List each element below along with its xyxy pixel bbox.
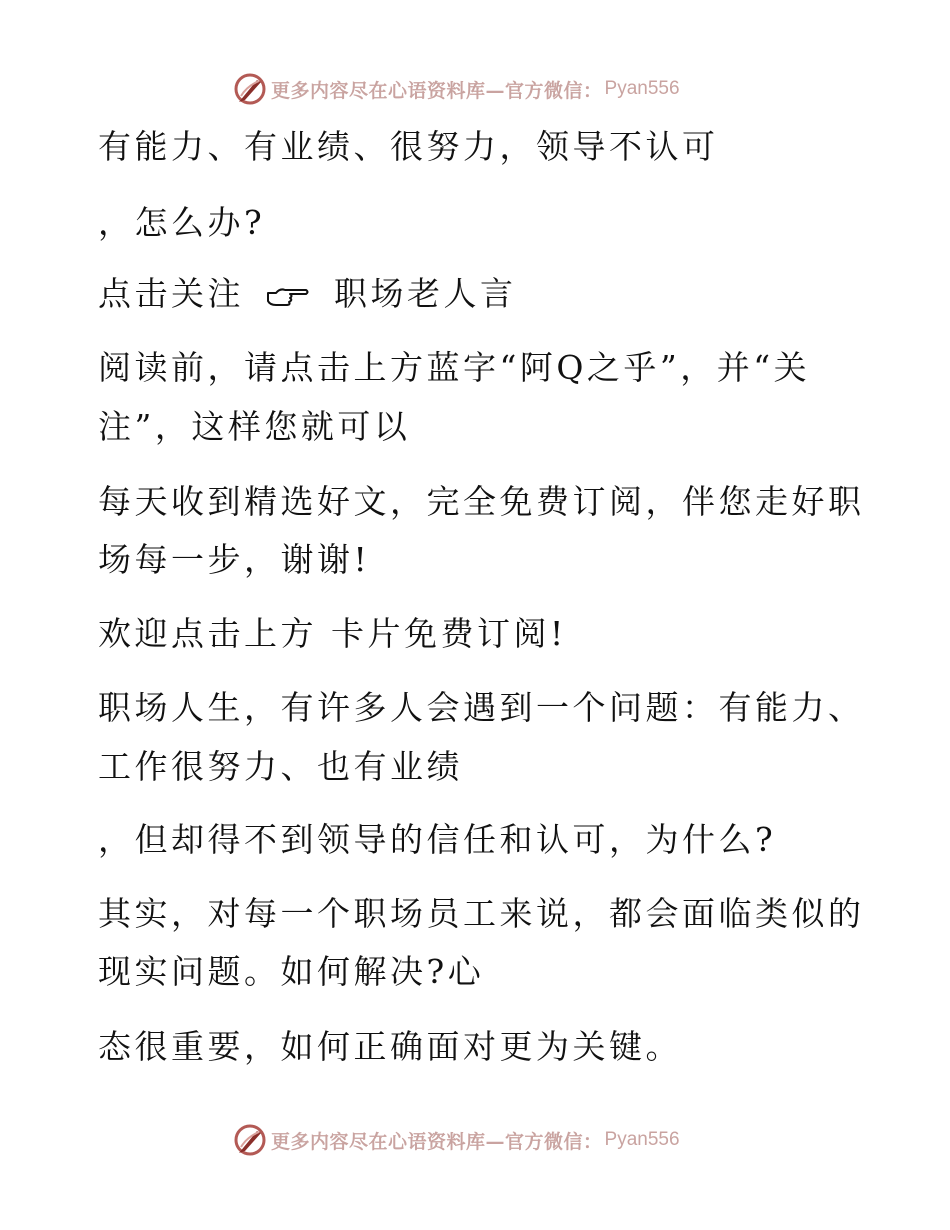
header-wechat-id: Pyan556 xyxy=(604,78,680,99)
body-line: 其实，对每一个职场员工来说，都会面临类似的 xyxy=(98,894,865,933)
body-line: 每天收到精选好文，完全免费订阅，伴您走好职 xyxy=(98,482,865,521)
pointing-hand-icon xyxy=(266,284,310,308)
quill-logo-icon xyxy=(233,1123,267,1157)
body-line: 欢迎点击上方 卡片免费订阅! xyxy=(98,614,567,653)
footer-banner xyxy=(233,1123,680,1157)
body-line: 现实问题。如何解决?心 xyxy=(98,952,485,991)
body-line: 工作很努力、也有业绩 xyxy=(98,747,463,786)
quill-logo-icon xyxy=(233,72,267,106)
body-line-follow xyxy=(98,274,858,314)
footer-wechat-id: Pyan556 xyxy=(604,1129,680,1150)
body-line: 阅读前，请点击上方蓝字“阿Q之乎”，并“关 xyxy=(98,348,811,387)
body-line: 有能力、有业绩、很努力，领导不认可 xyxy=(98,127,719,166)
body-line: 职场人生，有许多人会遇到一个问题：有能力、 xyxy=(98,688,865,727)
follow-text: 点击关注 xyxy=(98,274,244,313)
body-line: 态很重要，如何正确面对更为关键。 xyxy=(98,1027,682,1066)
body-line: ，怎么办? xyxy=(98,203,266,242)
header-banner-text: 更多内容尽在心语资料库—官方微信： xyxy=(271,79,603,102)
body-line: 注”，这样您就可以 xyxy=(98,407,411,446)
account-name-text: 职场老人言 xyxy=(334,274,517,313)
body-line: ，但却得不到领导的信任和认可，为什么? xyxy=(98,820,777,859)
header-banner xyxy=(233,72,680,106)
body-line: 场每一步，谢谢! xyxy=(98,540,371,579)
footer-banner-text: 更多内容尽在心语资料库—官方微信： xyxy=(271,1130,603,1153)
